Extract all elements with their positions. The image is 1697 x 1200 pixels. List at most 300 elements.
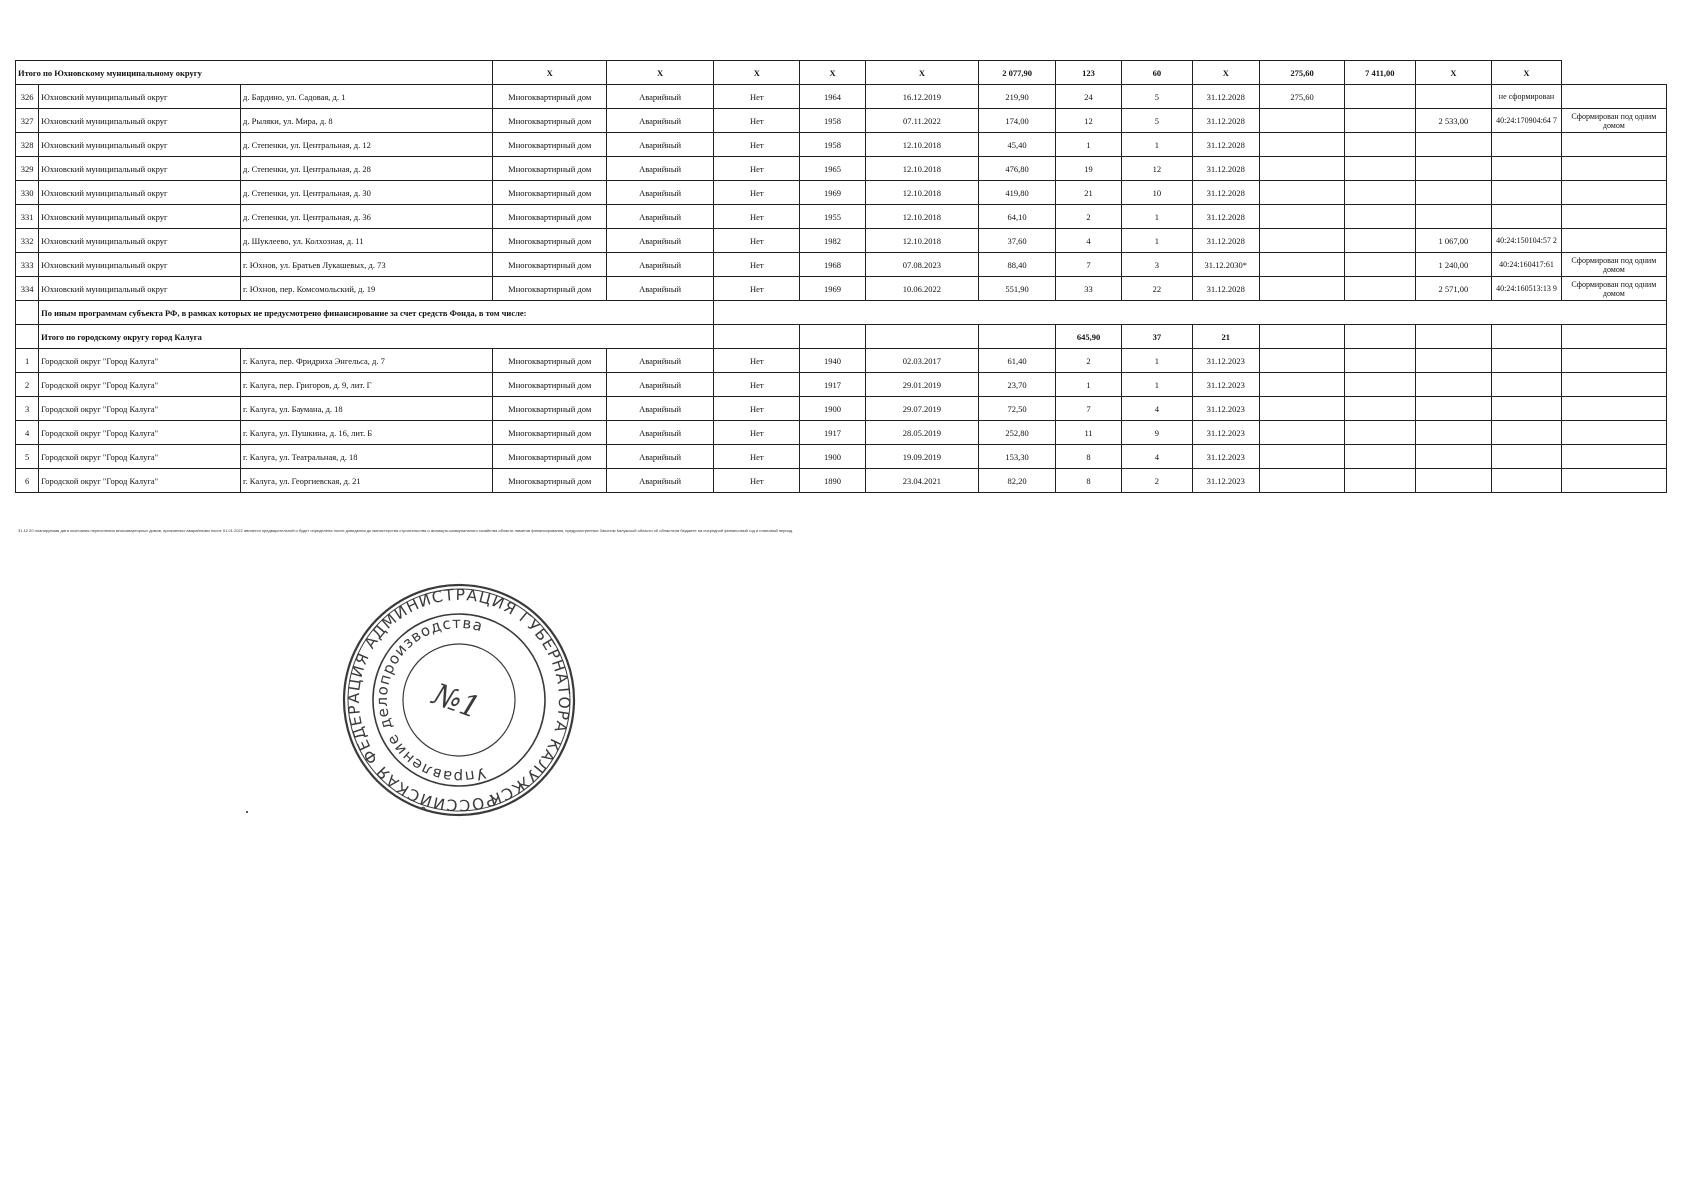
cell-v2: 2 571,00 — [1415, 277, 1492, 301]
official-seal-stamp — [339, 580, 579, 820]
cell-date: 29.01.2019 — [865, 373, 979, 397]
cell-plan: 31.12.2023 — [1192, 469, 1259, 493]
cell-n: 328 — [16, 133, 39, 157]
empty-cell — [714, 301, 1667, 325]
empty-cell — [1259, 325, 1344, 349]
cell-flag: Нет — [714, 349, 800, 373]
section-heading: По иным программам субъекта РФ, в рамках которых не предусмотрено финансирование за счет средств Фонда, в том числе: — [39, 301, 714, 325]
total-cell: X — [1192, 61, 1259, 85]
table-row — [16, 85, 1667, 109]
cell-state: Аварийный — [606, 253, 713, 277]
cell-type: Многоквартирный дом — [493, 373, 607, 397]
cell-flag: Нет — [714, 445, 800, 469]
cell-mo: Городской округ "Город Калуга" — [39, 445, 241, 469]
table-row — [16, 397, 1667, 421]
cell-mo: Юхновский муниципальный округ — [39, 253, 241, 277]
cell-v2: 1 067,00 — [1415, 229, 1492, 253]
cell-date: 12.10.2018 — [865, 205, 979, 229]
cell-addr: д. Степенки, ул. Центральная, д. 28 — [241, 157, 493, 181]
cell-state: Аварийный — [606, 469, 713, 493]
cell-v1 — [1259, 181, 1344, 205]
cell-plan: 31.12.2028 — [1192, 181, 1259, 205]
cell-plan: 31.12.2028 — [1192, 109, 1259, 133]
cell-mo: Городской округ "Город Калуга" — [39, 349, 241, 373]
empty-cell — [1492, 373, 1561, 397]
empty-cell — [1259, 445, 1344, 469]
seal-center-number: №1 — [427, 677, 485, 727]
cell-type: Многоквартирный дом — [493, 133, 607, 157]
empty-cell — [1345, 229, 1415, 253]
cell-v1: 275,60 — [1259, 85, 1344, 109]
cell-area: 153,30 — [979, 445, 1056, 469]
table-row — [16, 157, 1667, 181]
cell-f: 1 — [1122, 229, 1192, 253]
empty-cell — [1492, 325, 1561, 349]
cell-note: Сформирован под одним домом — [1561, 253, 1666, 277]
total-cell: X — [800, 61, 865, 85]
table-row — [16, 109, 1667, 133]
cell-p: 24 — [1055, 85, 1121, 109]
cell-v1 — [1259, 277, 1344, 301]
cell-area: 252,80 — [979, 421, 1056, 445]
cell-type: Многоквартирный дом — [493, 181, 607, 205]
cell-year: 1968 — [800, 253, 865, 277]
cell-plan: 31.12.2023 — [1192, 445, 1259, 469]
cell-v2 — [1415, 157, 1492, 181]
cell-type: Многоквартирный дом — [493, 445, 607, 469]
cell-p: 2 — [1055, 205, 1121, 229]
cell-plan: 31.12.2023 — [1192, 373, 1259, 397]
cell-state: Аварийный — [606, 421, 713, 445]
cell-p: 8 — [1055, 469, 1121, 493]
empty-cell — [1345, 469, 1415, 493]
cell-f: 5 — [1122, 85, 1192, 109]
cell-flag: Нет — [714, 229, 800, 253]
total-cell: X — [714, 61, 800, 85]
cell-kn — [1492, 181, 1561, 205]
cell-area: 61,40 — [979, 349, 1056, 373]
cell-state: Аварийный — [606, 85, 713, 109]
cell-mo: Городской округ "Город Калуга" — [39, 469, 241, 493]
total-cell: 275,60 — [1259, 61, 1344, 85]
cell-f: 1 — [1122, 133, 1192, 157]
cell-flag: Нет — [714, 397, 800, 421]
cell-addr: г. Калуга, ул. Баумана, д. 18 — [241, 397, 493, 421]
total-area: 645,90 — [1055, 325, 1121, 349]
cell-state: Аварийный — [606, 109, 713, 133]
cell-note: Сформирован под одним домом — [1561, 109, 1666, 133]
total-people: 123 — [1055, 61, 1121, 85]
total-cell: X — [865, 61, 979, 85]
cell-state: Аварийный — [606, 229, 713, 253]
empty-cell — [1345, 349, 1415, 373]
cell-plan: 31.12.2030* — [1192, 253, 1259, 277]
cell-f: 5 — [1122, 109, 1192, 133]
cell-note — [1561, 205, 1666, 229]
total-label: Итого по Юхновскому муниципальному округу — [16, 61, 493, 85]
empty-cell — [1561, 397, 1666, 421]
empty-cell — [1259, 373, 1344, 397]
empty-cell — [16, 325, 39, 349]
table-row — [16, 349, 1667, 373]
cell-date: 07.11.2022 — [865, 109, 979, 133]
cell-n: 330 — [16, 181, 39, 205]
total-p: 37 — [1122, 325, 1192, 349]
cell-n: 333 — [16, 253, 39, 277]
empty-cell — [1415, 469, 1492, 493]
total-cell: X — [1415, 61, 1492, 85]
cell-area: 476,80 — [979, 157, 1056, 181]
cell-flag: Нет — [714, 253, 800, 277]
cell-state: Аварийный — [606, 445, 713, 469]
cell-year: 1900 — [800, 445, 865, 469]
cell-type: Многоквартирный дом — [493, 397, 607, 421]
cell-date: 19.09.2019 — [865, 445, 979, 469]
empty-cell — [800, 325, 865, 349]
cell-state: Аварийный — [606, 349, 713, 373]
table-row — [16, 205, 1667, 229]
cell-v2 — [1415, 133, 1492, 157]
cell-flag: Нет — [714, 277, 800, 301]
cell-n: 327 — [16, 109, 39, 133]
cell-v1 — [1259, 229, 1344, 253]
empty-cell — [1492, 469, 1561, 493]
cell-area: 72,50 — [979, 397, 1056, 421]
cell-year: 1958 — [800, 109, 865, 133]
cell-p: 33 — [1055, 277, 1121, 301]
cell-mo: Юхновский муниципальный округ — [39, 205, 241, 229]
cell-flag: Нет — [714, 373, 800, 397]
cell-flag: Нет — [714, 469, 800, 493]
cell-state: Аварийный — [606, 373, 713, 397]
cell-v1 — [1259, 253, 1344, 277]
cell-f: 22 — [1122, 277, 1192, 301]
cell-v1 — [1259, 205, 1344, 229]
total-row-yukhnov — [16, 61, 1667, 85]
cell-year: 1965 — [800, 157, 865, 181]
empty-cell — [1345, 205, 1415, 229]
cell-mo: Юхновский муниципальный округ — [39, 133, 241, 157]
cell-kn: 40:24:170904:64 7 — [1492, 109, 1561, 133]
cell-flag: Нет — [714, 181, 800, 205]
cell-state: Аварийный — [606, 181, 713, 205]
cell-type: Многоквартирный дом — [493, 109, 607, 133]
cell-area: 37,60 — [979, 229, 1056, 253]
register-table — [15, 60, 1667, 493]
section-heading-row — [16, 301, 1667, 325]
table-row — [16, 181, 1667, 205]
cell-p: 7 — [1055, 397, 1121, 421]
table-row — [16, 421, 1667, 445]
empty-cell — [1415, 445, 1492, 469]
empty-cell — [1345, 373, 1415, 397]
cell-f: 9 — [1122, 421, 1192, 445]
empty-cell — [1259, 469, 1344, 493]
cell-type: Многоквартирный дом — [493, 157, 607, 181]
table-row — [16, 373, 1667, 397]
cell-addr: д. Степенки, ул. Центральная, д. 12 — [241, 133, 493, 157]
cell-addr: г. Калуга, ул. Пушкина, д. 16, лит. Б — [241, 421, 493, 445]
total-row-kaluga — [16, 325, 1667, 349]
cell-p: 21 — [1055, 181, 1121, 205]
empty-cell — [1345, 109, 1415, 133]
cell-f: 2 — [1122, 469, 1192, 493]
cell-mo: Юхновский муниципальный округ — [39, 157, 241, 181]
cell-note — [1561, 133, 1666, 157]
cell-addr: д. Бардино, ул. Садовая, д. 1 — [241, 85, 493, 109]
total-cell: X — [493, 61, 607, 85]
cell-kn: не сформирован — [1492, 85, 1561, 109]
cell-v2: 1 240,00 — [1415, 253, 1492, 277]
cell-year: 1890 — [800, 469, 865, 493]
cell-date: 12.10.2018 — [865, 157, 979, 181]
cell-v2 — [1415, 205, 1492, 229]
cell-area: 64,10 — [979, 205, 1056, 229]
cell-type: Многоквартирный дом — [493, 85, 607, 109]
cell-v1 — [1259, 133, 1344, 157]
cell-n: 3 — [16, 397, 39, 421]
cell-addr: г. Юхнов, ул. Братьев Лукашевых, д. 73 — [241, 253, 493, 277]
cell-date: 10.06.2022 — [865, 277, 979, 301]
cell-area: 23,70 — [979, 373, 1056, 397]
cell-flag: Нет — [714, 85, 800, 109]
cell-flag: Нет — [714, 157, 800, 181]
cell-plan: 31.12.2023 — [1192, 421, 1259, 445]
cell-addr: д. Степенки, ул. Центральная, д. 30 — [241, 181, 493, 205]
cell-f: 4 — [1122, 445, 1192, 469]
cell-year: 1958 — [800, 133, 865, 157]
cell-mo: Городской округ "Город Калуга" — [39, 421, 241, 445]
empty-cell — [1345, 85, 1415, 109]
cell-n: 6 — [16, 469, 39, 493]
cell-plan: 31.12.2028 — [1192, 229, 1259, 253]
empty-cell — [1415, 397, 1492, 421]
cell-n: 334 — [16, 277, 39, 301]
cell-year: 1940 — [800, 349, 865, 373]
cell-year: 1917 — [800, 421, 865, 445]
table-row — [16, 445, 1667, 469]
empty-cell — [1492, 445, 1561, 469]
cell-f: 1 — [1122, 349, 1192, 373]
empty-cell — [1415, 349, 1492, 373]
cell-date: 28.05.2019 — [865, 421, 979, 445]
cell-n: 329 — [16, 157, 39, 181]
table-row — [16, 277, 1667, 301]
cell-area: 419,80 — [979, 181, 1056, 205]
empty-cell — [1492, 421, 1561, 445]
cell-date: 12.10.2018 — [865, 229, 979, 253]
total-area: 2 077,90 — [979, 61, 1056, 85]
cell-f: 10 — [1122, 181, 1192, 205]
cell-note — [1561, 157, 1666, 181]
cell-area: 174,00 — [979, 109, 1056, 133]
cell-type: Многоквартирный дом — [493, 277, 607, 301]
cell-mo: Городской округ "Город Калуга" — [39, 397, 241, 421]
cell-n: 4 — [16, 421, 39, 445]
empty-cell — [1345, 157, 1415, 181]
empty-cell — [1345, 277, 1415, 301]
cell-plan: 31.12.2023 — [1192, 349, 1259, 373]
cell-kn: 40:24:160513:13 9 — [1492, 277, 1561, 301]
cell-addr: г. Калуга, ул. Театральная, д. 18 — [241, 445, 493, 469]
cell-p: 19 — [1055, 157, 1121, 181]
cell-date: 02.03.2017 — [865, 349, 979, 373]
cell-note — [1561, 229, 1666, 253]
empty-cell — [865, 325, 979, 349]
empty-cell — [1415, 325, 1492, 349]
cell-v2 — [1415, 181, 1492, 205]
cell-note: Сформирован под одним домом — [1561, 277, 1666, 301]
cell-p: 2 — [1055, 349, 1121, 373]
empty-cell — [1561, 469, 1666, 493]
cell-f: 4 — [1122, 397, 1192, 421]
cell-mo: Юхновский муниципальный округ — [39, 229, 241, 253]
cell-date: 29.07.2019 — [865, 397, 979, 421]
table-row — [16, 469, 1667, 493]
empty-cell — [1345, 253, 1415, 277]
cell-year: 1969 — [800, 277, 865, 301]
cell-state: Аварийный — [606, 397, 713, 421]
empty-cell — [1561, 421, 1666, 445]
cell-p: 1 — [1055, 373, 1121, 397]
empty-cell — [1345, 421, 1415, 445]
cell-f: 3 — [1122, 253, 1192, 277]
cell-type: Многоквартирный дом — [493, 421, 607, 445]
table-row — [16, 133, 1667, 157]
empty-cell — [1345, 133, 1415, 157]
cell-kn — [1492, 157, 1561, 181]
cell-date: 12.10.2018 — [865, 133, 979, 157]
cell-area: 219,90 — [979, 85, 1056, 109]
cell-year: 1900 — [800, 397, 865, 421]
cell-plan: 31.12.2023 — [1192, 397, 1259, 421]
seal-outer-text: РОССИЙСКАЯ ФЕДЕРАЦИЯ АДМИНИСТРАЦИЯ ГУБЕРНАТОРА КАЛУЖСКОЙ — [344, 585, 574, 815]
cell-p: 8 — [1055, 445, 1121, 469]
cell-addr: д. Шуклеево, ул. Колхозная, д. 11 — [241, 229, 493, 253]
cell-kn — [1492, 205, 1561, 229]
cell-f: 1 — [1122, 205, 1192, 229]
cell-area: 45,40 — [979, 133, 1056, 157]
cell-area: 551,90 — [979, 277, 1056, 301]
cell-year: 1964 — [800, 85, 865, 109]
cell-type: Многоквартирный дом — [493, 229, 607, 253]
cell-n: 5 — [16, 445, 39, 469]
cell-date: 23.04.2021 — [865, 469, 979, 493]
cell-v1 — [1259, 109, 1344, 133]
cell-f: 1 — [1122, 373, 1192, 397]
cell-year: 1955 — [800, 205, 865, 229]
cell-mo: Юхновский муниципальный округ — [39, 277, 241, 301]
cell-v2: 2 533,00 — [1415, 109, 1492, 133]
empty-cell — [1561, 349, 1666, 373]
cell-date: 07.08.2023 — [865, 253, 979, 277]
empty-cell — [1561, 373, 1666, 397]
cell-type: Многоквартирный дом — [493, 469, 607, 493]
cell-n: 332 — [16, 229, 39, 253]
table-row — [16, 229, 1667, 253]
cell-v1 — [1259, 157, 1344, 181]
cell-mo: Юхновский муниципальный округ — [39, 181, 241, 205]
scan-speck — [246, 811, 248, 813]
cell-n: 326 — [16, 85, 39, 109]
empty-cell — [16, 301, 39, 325]
empty-cell — [1345, 445, 1415, 469]
cell-type: Многоквартирный дом — [493, 205, 607, 229]
cell-type: Многоквартирный дом — [493, 253, 607, 277]
cell-p: 7 — [1055, 253, 1121, 277]
empty-cell — [1345, 181, 1415, 205]
empty-cell — [1259, 349, 1344, 373]
cell-year: 1969 — [800, 181, 865, 205]
cell-f: 12 — [1122, 157, 1192, 181]
cell-kn: 40:24:150104:57 2 — [1492, 229, 1561, 253]
cell-mo: Юхновский муниципальный округ — [39, 85, 241, 109]
total-label: Итого по городскому округу город Калуга — [39, 325, 714, 349]
cell-n: 331 — [16, 205, 39, 229]
cell-state: Аварийный — [606, 205, 713, 229]
empty-cell — [1492, 397, 1561, 421]
cell-year: 1982 — [800, 229, 865, 253]
cell-addr: г. Калуга, пер. Фридриха Энгельса, д. 7 — [241, 349, 493, 373]
cell-p: 11 — [1055, 421, 1121, 445]
cell-kn — [1492, 133, 1561, 157]
cell-v2 — [1415, 85, 1492, 109]
cell-mo: Юхновский муниципальный округ — [39, 109, 241, 133]
cell-plan: 31.12.2028 — [1192, 157, 1259, 181]
cell-p: 4 — [1055, 229, 1121, 253]
cell-n: 1 — [16, 349, 39, 373]
table-row — [16, 253, 1667, 277]
empty-cell — [714, 325, 800, 349]
cell-addr: д. Степенки, ул. Центральная, д. 36 — [241, 205, 493, 229]
empty-cell — [1415, 373, 1492, 397]
empty-cell — [1259, 397, 1344, 421]
cell-type: Многоквартирный дом — [493, 349, 607, 373]
empty-cell — [979, 325, 1056, 349]
cell-addr: г. Калуга, пер. Григоров, д. 9, лит. Г — [241, 373, 493, 397]
cell-note — [1561, 85, 1666, 109]
cell-addr: д. Рыляки, ул. Мира, д. 8 — [241, 109, 493, 133]
cell-flag: Нет — [714, 205, 800, 229]
cell-flag: Нет — [714, 133, 800, 157]
cell-p: 12 — [1055, 109, 1121, 133]
cell-year: 1917 — [800, 373, 865, 397]
cell-flag: Нет — [714, 109, 800, 133]
cell-state: Аварийный — [606, 133, 713, 157]
cell-mo: Городской округ "Город Калуга" — [39, 373, 241, 397]
total-f: 21 — [1192, 325, 1259, 349]
empty-cell — [1492, 349, 1561, 373]
cell-plan: 31.12.2028 — [1192, 205, 1259, 229]
cell-n: 2 — [16, 373, 39, 397]
empty-cell — [1561, 325, 1666, 349]
cell-state: Аварийный — [606, 277, 713, 301]
cell-addr: г. Калуга, ул. Георгиевская, д. 21 — [241, 469, 493, 493]
total-cell: X — [606, 61, 713, 85]
empty-cell — [1415, 421, 1492, 445]
cell-p: 1 — [1055, 133, 1121, 157]
seal-inner-text: Управление делопроизводства — [372, 613, 488, 787]
cell-kn: 40:24:160417:61 — [1492, 253, 1561, 277]
cell-addr: г. Юхнов, пер. Комсомольский, д. 19 — [241, 277, 493, 301]
cell-state: Аварийный — [606, 157, 713, 181]
footnote: 31.12.20 планируемая дата окончания переселения многоквартирных домов, признанных аварийными после 01.01.2022 является предварительной и будет определена после доведения до министерства строительства и жилищно-коммунального хозяйства области лимитов финансирования, предусмотренных Законом Калужской области об областном бюджете на очередной финансовый год и плановый период. — [18, 528, 794, 533]
empty-cell — [1345, 325, 1415, 349]
empty-cell — [1345, 397, 1415, 421]
register-table-body — [16, 61, 1667, 493]
total-cell: X — [1492, 61, 1561, 85]
cell-date: 12.10.2018 — [865, 181, 979, 205]
